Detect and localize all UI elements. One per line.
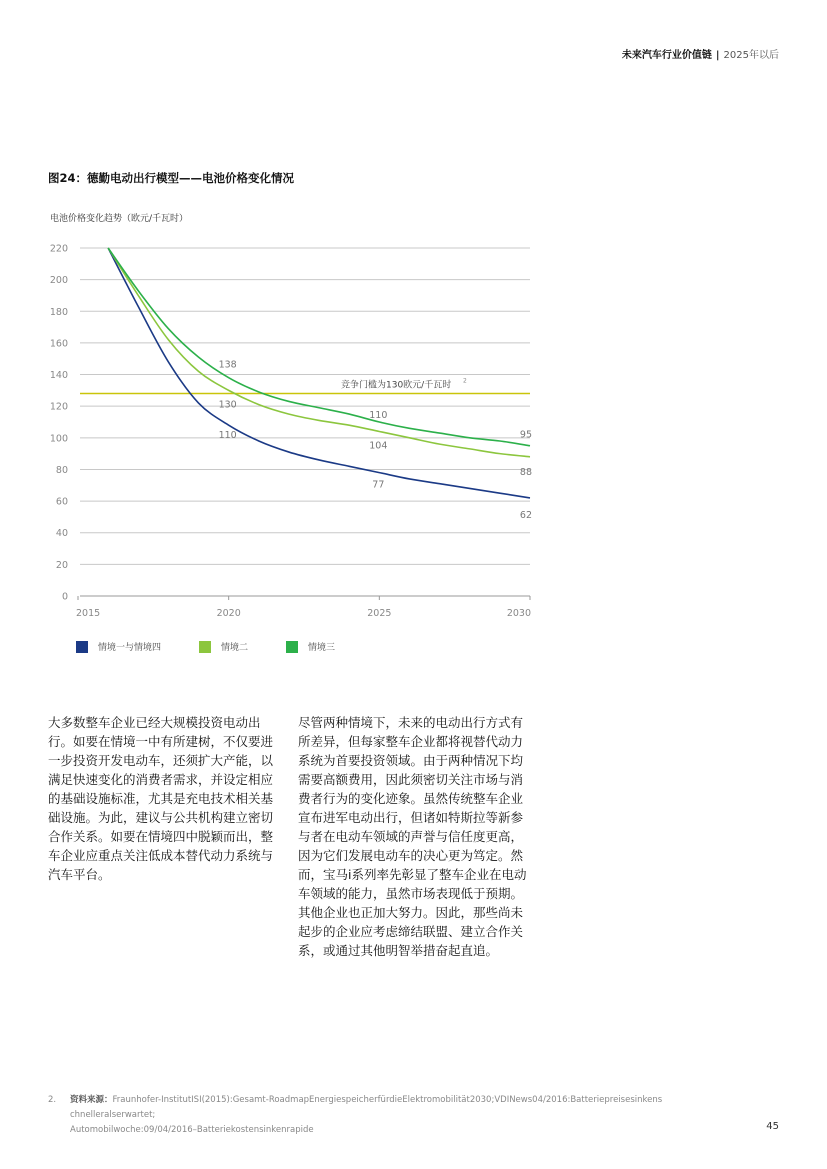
header-subtitle: 2025年以后 xyxy=(723,50,779,61)
legend-label: 情境二 xyxy=(221,643,249,653)
legend-label: 情境一与情境四 xyxy=(98,643,162,653)
header-separator: | xyxy=(715,50,720,61)
footnote-source-label: 资料来源： xyxy=(70,1095,113,1105)
legend-swatch xyxy=(286,641,298,653)
y-tick-label: 100 xyxy=(49,433,68,445)
threshold-footnote-mark: 2 xyxy=(463,377,467,385)
x-tick-label: 2020 xyxy=(216,608,241,619)
footnote-line-1: Fraunhofer-InstitutISI(2015):Gesamt-RoadmapEnergiespeicherfürdieElektromobilität2030;VDINews04/2016:Batteriepreisesinkens xyxy=(112,1095,663,1105)
x-tick-label: 2025 xyxy=(367,608,392,619)
x-tick-label: 2030 xyxy=(506,608,531,619)
footnote xyxy=(48,1093,708,1138)
legend-item xyxy=(76,640,161,653)
figure-title: 图24：德勤电动出行模型——电池价格变化情况 xyxy=(48,171,295,185)
y-tick-label: 220 xyxy=(49,243,68,255)
series-line-2 xyxy=(108,248,530,446)
data-label: 138 xyxy=(218,359,237,371)
legend-swatch xyxy=(76,641,88,653)
header-title: 未来汽车行业价值链 xyxy=(621,50,712,61)
footnote-number: 2. xyxy=(48,1095,57,1105)
x-tick-label: 2015 xyxy=(76,608,101,619)
body-paragraph-right: 尽管两种情境下，未来的电动出行方式有所差异，但每家整车企业都将视替代动力系统为首要投资领域。由于两种情况下均需要高额费用，因此须密切关注市场与消费者行为的变化迹象。虽然传统整车企业宣布进军电动出行，但诸如特斯拉等新参与者在电动车领域的声誉与信任度更高，因为它们发展电动车的决心更为笃定。然而，宝马i系列率先彰显了整车企业在电动车领域的能力，虽然市场表现低于预期。其他企业也正加大努力。因此，那些尚未起步的企业应考虑缔结联盟、建立合作关系，或通过其他明智举措奋起直追。 xyxy=(298,715,527,958)
y-tick-label: 160 xyxy=(49,338,68,350)
legend-item xyxy=(286,640,335,653)
chart-y-axis-label: 电池价格变化趋势（欧元/千瓦时） xyxy=(50,214,189,224)
legend-swatch xyxy=(199,641,211,653)
body-paragraph-left: 大多数整车企业已经大规模投资电动出行。如要在情境一中有所建树，不仅要进一步投资开发电动车，还须扩大产能，以满足快速变化的消费者需求，并设定相应的基础设施标准，尤其是充电技术相关基础设施。为此，建议与公共机构建立密切合作关系。如要在情境四中脱颖而出，整车企业应重点关注低成本替代动力系统与汽车平台。 xyxy=(48,715,274,882)
data-label: 110 xyxy=(218,430,237,442)
threshold-label: 竞争门槛为130欧元/千瓦时 xyxy=(341,380,452,391)
footnote-line-2: chnelleralserwartet; xyxy=(70,1110,156,1120)
y-tick-label: 80 xyxy=(55,464,68,476)
legend-item xyxy=(199,640,248,653)
running-header xyxy=(622,46,779,61)
y-tick-label: 0 xyxy=(61,591,68,603)
chart-legend xyxy=(76,640,373,653)
data-label: 88 xyxy=(519,466,532,478)
y-tick-label: 200 xyxy=(49,275,68,287)
y-tick-label: 40 xyxy=(55,528,68,540)
y-tick-label: 180 xyxy=(49,306,68,318)
y-tick-label: 20 xyxy=(55,559,68,571)
y-tick-label: 120 xyxy=(49,401,68,413)
footnote-line-3: Automobilwoche:09/04/2016–Batteriekostensinkenrapide xyxy=(70,1125,314,1135)
data-label: 104 xyxy=(369,440,388,452)
y-tick-label: 60 xyxy=(55,496,68,508)
y-tick-label: 140 xyxy=(49,370,68,382)
data-label: 62 xyxy=(519,509,532,521)
battery-price-chart xyxy=(0,230,827,630)
legend-label: 情境三 xyxy=(308,643,336,653)
data-label: 95 xyxy=(519,429,532,441)
series-line-0 xyxy=(108,248,530,498)
data-label: 77 xyxy=(372,479,385,491)
page-number: 45 xyxy=(766,1121,779,1132)
data-label: 130 xyxy=(218,399,237,411)
data-label: 110 xyxy=(369,410,388,421)
